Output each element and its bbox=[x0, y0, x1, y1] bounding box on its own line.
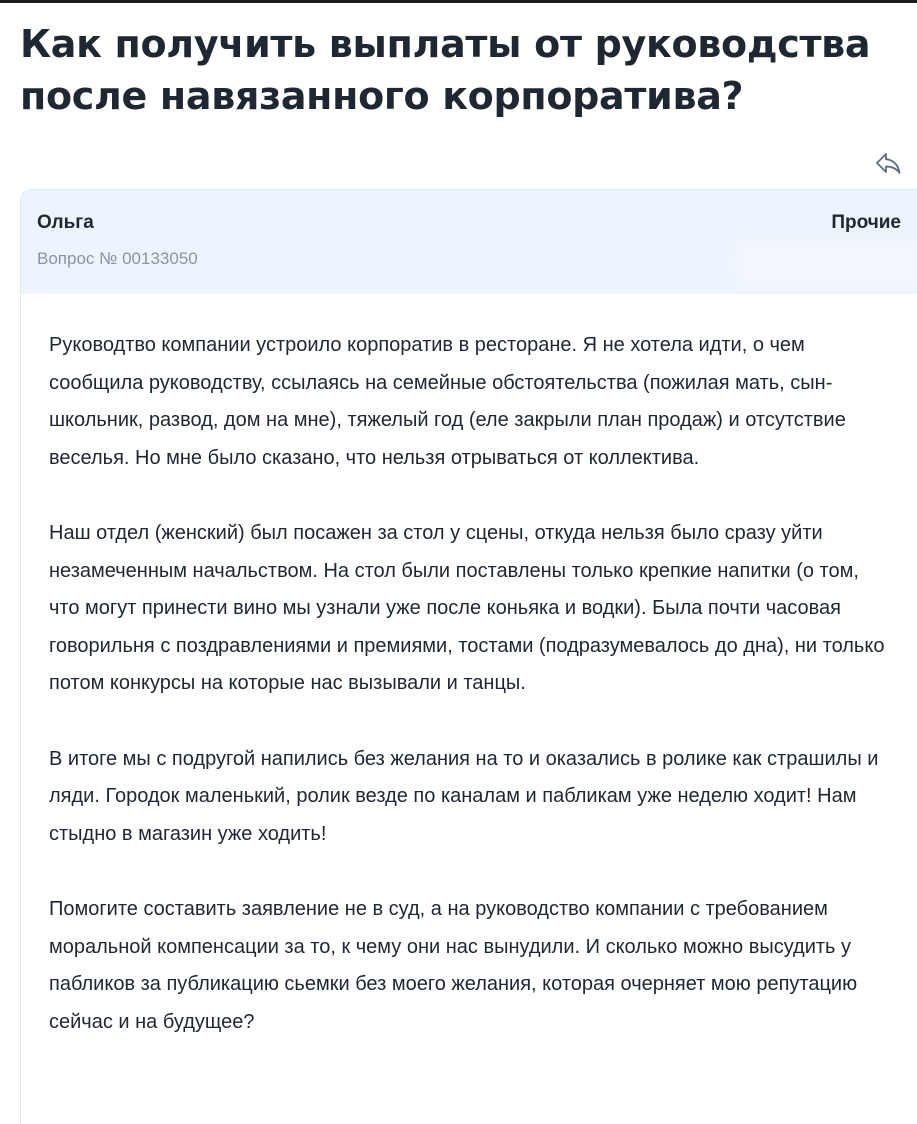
author-name: Ольга bbox=[37, 212, 94, 233]
question-paragraph: В итоге мы с подругой напились без желания на то и оказались в ролике как страшилы и ляди. Городок маленький, ролик везде по каналам и пабликам уже неделю ходит! Нам стыдно в магазин уже ходить! bbox=[49, 747, 879, 845]
share-icon[interactable] bbox=[873, 148, 903, 178]
question-body bbox=[49, 327, 894, 1079]
question-header bbox=[21, 190, 917, 294]
page-title: Как получить выплаты от руководства после навязанного корпоратива? bbox=[20, 22, 871, 118]
question-card bbox=[20, 189, 917, 1124]
question-paragraph: Помогите составить заявление не в суд, а на руководство компании с требованием моральной компенсации за то, к чему они нас вынудили. И сколько можно высудить у пабликов за публикацию сьемки без моего желания, которая очерняет мою репутацию сейчас и на будущее? bbox=[49, 897, 858, 1033]
question-paragraph: Наш отдел (женский) был посажен за стол у сцены, откуда нельзя было сразу уйти незамеченным начальством. На стол были поставлены только крепкие напитки (о том, что могут принести вино мы узнали уже после коньяка и водки). Была почти часовая говорильня с поздравлениями и премиями, тостами (подразумевалось до дна), ни только потом конкурсы на которые нас вызывали и танцы. bbox=[49, 521, 885, 695]
category-label[interactable]: Прочие bbox=[831, 212, 901, 233]
question-paragraph: Руководтво компании устроило корпоратив в ресторане. Я не хотела идти, о чем сообщила руководству, ссылаясь на семейные обстоятельства (пожилая мать, сын-школьник, развод, дом на мне), тяжелый год (еле закрыли план продаж) и отсутствие веселья. Но мне было сказано, что нельзя отрываться от коллектива. bbox=[49, 334, 846, 469]
question-number: Вопрос № 00133050 bbox=[37, 249, 198, 268]
blurred-area bbox=[741, 246, 911, 280]
top-divider bbox=[0, 0, 917, 3]
